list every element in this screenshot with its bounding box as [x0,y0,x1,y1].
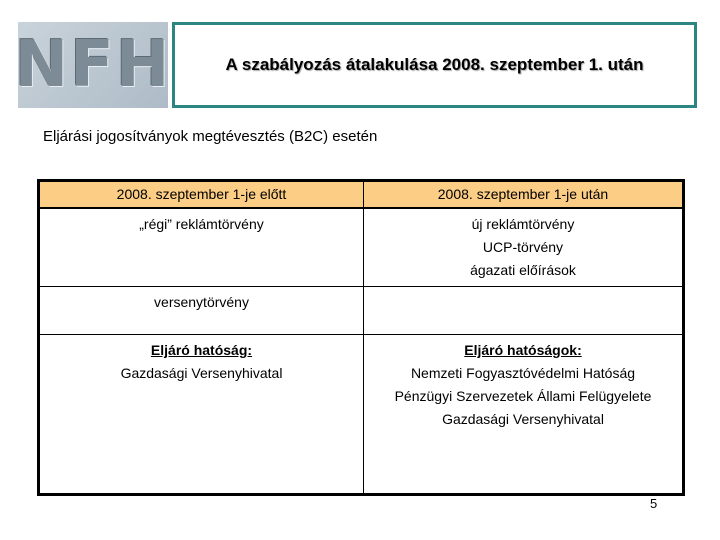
authorities-heading: Eljáró hatóságok: [464,342,582,358]
law-item: UCP-törvény [482,239,564,255]
logo-text: NFH [14,28,172,102]
cell-empty [364,287,684,335]
cell-old-law: „régi” reklámtörvény [39,208,364,287]
table-row [39,208,684,287]
nfh-logo [14,22,172,108]
authority-item: Nemzeti Fogyasztóvédelmi Hatóság [410,365,636,381]
table-header-row [39,181,684,209]
cell-authorities-after [364,335,684,495]
header-before: 2008. szeptember 1-je előtt [39,181,364,209]
page-number: 5 [650,496,658,511]
law-item: ágazati előírások [470,262,576,278]
cell-new-laws [364,208,684,287]
authority-item: Gazdasági Versenyhivatal [120,365,283,381]
comparison-table [37,179,685,496]
authority-item: Pénzügyi Szervezetek Állami Felügyelete [394,388,652,404]
header-after: 2008. szeptember 1-je után [364,181,684,209]
title-box [172,22,697,108]
authority-item: Gazdasági Versenyhivatal [442,411,604,427]
slide-title: A szabályozás átalakulása 2008. szeptember 1. után [225,55,644,74]
cell-authority-before [39,335,364,495]
authority-heading: Eljáró hatóság: [150,342,253,358]
table-row [39,335,684,495]
subtitle: Eljárási jogosítványok megtévesztés (B2C) esetén [43,128,378,145]
cell-competition-law: versenytörvény [39,287,364,335]
law-item: új reklámtörvény [471,216,575,232]
table-row [39,287,684,335]
